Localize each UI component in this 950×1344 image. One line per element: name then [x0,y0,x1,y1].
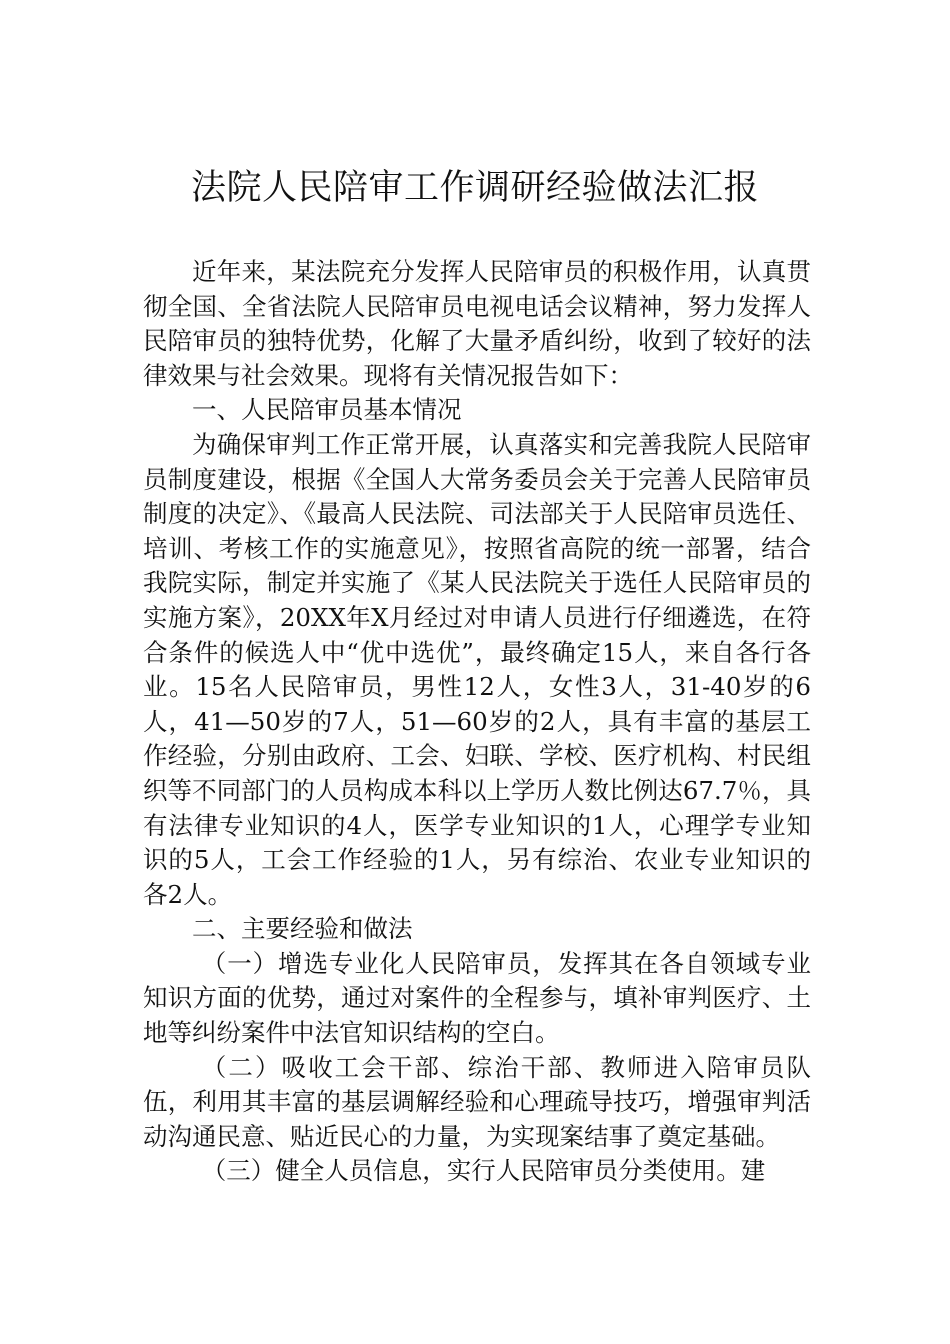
document-body [143,255,811,1189]
section-heading-2: 二、主要经验和做法 [192,914,413,944]
subsection-2-paragraph: （二）吸收工会干部、综治干部、教师进入陪审员队伍，利用其丰富的基层调解经验和心理疏导技巧，增强审判活动沟通民意、贴近民心的力量，为实现案结事了奠定基础。 [143,1052,811,1151]
intro-paragraph: 近年来，某法院充分发挥人民陪审员的积极作用，认真贯彻全国、全省法院人民陪审员电视电话会议精神，努力发挥人民陪审员的独特优势，化解了大量矛盾纠纷，收到了较好的法律效果与社会效果。现将有关情况报告如下： [143,257,811,390]
document-title: 法院人民陪审工作调研经验做法汇报 [190,168,759,208]
section-heading-1: 一、人民陪审员基本情况 [192,395,462,425]
section-1-paragraph: 为确保审判工作正常开展，认真落实和完善我院人民陪审员制度建设，根据《全国人大常务委员会关于完善人民陪审员制度的决定》、《最高人民法院、司法部关于人民陪审员选任、培训、考核工作的实施意见》，按照省高院的统一部署，结合我院实际，制定并实施了《某人民法院关于选任人民陪审员的实施方案》，20XX年X月经过对申请人员进行仔细遴选，在符合条件的候选人中“优中选优”，最终确定15人，来自各行各业。15名人民陪审员，男性12人，女性3人，31-40岁的6人，41—50岁的7人，51—60岁的2人，具有丰富的基层工作经验，分别由政府、工会、妇联、学校、医疗机构、村民组织等不同部门的人员构成本科以上学历人数比例达67.7％，具有法律专业知识的4人，医学专业知识的1人，心理学专业知识的5人，工会工作经验的1人，另有综治、农业专业知识的各2人。 [143,429,811,909]
subsection-3-paragraph: （三）健全人员信息，实行人民陪审员分类使用。建 [201,1156,766,1186]
subsection-1-paragraph: （一）增选专业化人民陪审员，发挥其在各自领域专业知识方面的优势，通过对案件的全程参与，填补审判医疗、土地等纠纷案件中法官知识结构的空白。 [143,948,811,1048]
